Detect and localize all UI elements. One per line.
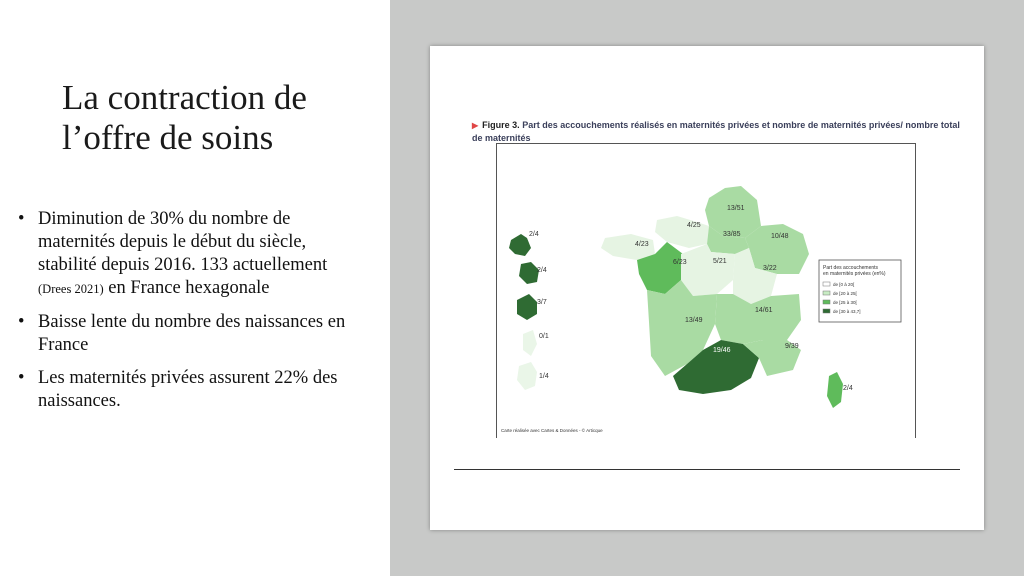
legend-title-line2: en maternités privées (en%) [823, 271, 886, 277]
overseas-region [517, 362, 537, 390]
region-grand-est [745, 224, 809, 274]
figure-title: Part des accouchements réalisés en maternités privées et nombre de maternités privées/ nombre total de maternités [472, 120, 960, 143]
region-label: 19/46 [713, 347, 731, 354]
region-label: 33/85 [723, 231, 741, 238]
region-label: 2/4 [529, 231, 539, 238]
region-normandie [655, 216, 709, 248]
region-label: 4/23 [635, 241, 649, 248]
slide-title: La contraction de l’offre de soins [62, 78, 307, 157]
region-auvergne-rhone-alpes [715, 294, 801, 344]
legend-label: de [0 à 20[ [833, 282, 855, 287]
region-label: 2/4 [843, 385, 853, 392]
region-label: 3/7 [537, 299, 547, 306]
left-panel [0, 0, 390, 576]
region-label: 9/39 [785, 343, 799, 350]
map-legend [819, 260, 901, 322]
triangle-icon: ▶ [472, 121, 479, 130]
figure-label: Figure 3. [482, 120, 520, 130]
map-frame [496, 143, 916, 438]
region-label: 6/23 [673, 259, 687, 266]
region-label: 3/22 [763, 265, 777, 272]
legend-label: de [30 à 43,7] [833, 309, 861, 314]
legend-swatch [823, 309, 830, 313]
legend-label: de [25 à 30[ [833, 300, 857, 305]
region-label: 13/51 [727, 205, 745, 212]
bullet-item: • Les maternités privées assurent 22% des naissances. [18, 368, 338, 411]
region-label: 4/25 [687, 222, 701, 229]
bullet-item: • Baisse lente du nombre des naissances en France [18, 312, 346, 355]
region-label: 10/48 [771, 233, 789, 240]
divider-line [454, 469, 960, 470]
bullet-glyph: • [18, 209, 25, 229]
region-corse [827, 372, 843, 408]
figure-caption [472, 119, 962, 144]
france-map [497, 144, 915, 438]
legend-label: de [20 à 25[ [833, 291, 857, 296]
bullet-list [18, 208, 358, 423]
bullet-glyph: • [18, 312, 25, 332]
legend-swatch [823, 291, 830, 295]
overseas-region [517, 294, 537, 320]
overseas-region [519, 262, 539, 284]
region-label: 14/61 [755, 307, 773, 314]
map-credit: Carte réalisée avec Cartes & Données - © Articque [501, 428, 603, 433]
overseas-region [523, 330, 537, 356]
region-label: 5/21 [713, 258, 727, 265]
source-citation: (Drees 2021) [38, 282, 104, 296]
bullet-item: • Diminution de 30% du nombre de maternités depuis le début du siècle, stabilité depuis 2016. 133 actuellement (Drees 2021) en France hexagonale [18, 209, 328, 298]
bullet-glyph: • [18, 368, 25, 388]
overseas-region [509, 234, 531, 256]
region-label: 1/4 [539, 373, 549, 380]
region-label: 13/49 [685, 317, 703, 324]
figure-card [430, 46, 984, 530]
region-label: 2/4 [537, 267, 547, 274]
legend-title-line1: Part des accouchements [823, 265, 879, 271]
legend-swatch [823, 282, 830, 286]
region-label: 0/1 [539, 333, 549, 340]
legend-swatch [823, 300, 830, 304]
